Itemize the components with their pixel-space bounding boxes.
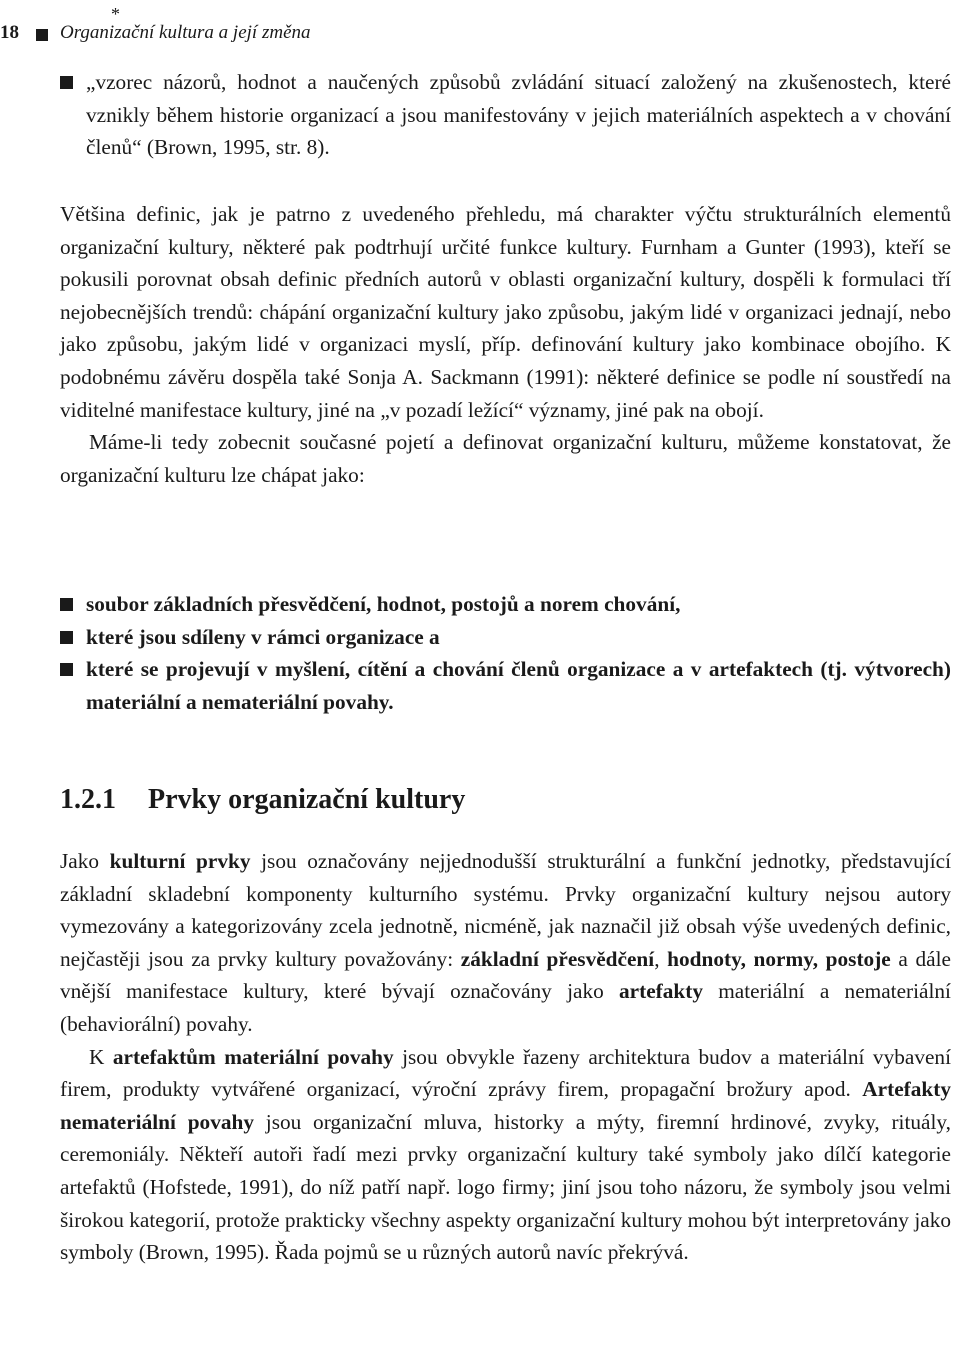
definition-item-text: které se projevují v myšlení, cítění a chování členů organizace a v artefaktech (tj. výtvorech) materiální a nemateriální povahy. xyxy=(86,657,951,714)
bold-term: hodnoty, normy, postoje xyxy=(667,946,891,971)
running-header xyxy=(0,4,960,48)
paragraph-3 xyxy=(60,845,951,1041)
star-mark: * xyxy=(111,4,120,24)
text-run: K xyxy=(89,1044,113,1069)
text-run: jsou obvykle řazeny architektura budov a materiální vybavení firem, produkty vytvářené organizací, výroční zprávy firem, propagační brožury apod. xyxy=(60,1044,951,1102)
definition-item xyxy=(60,621,951,654)
section-title: Prvky organizační kultury xyxy=(148,784,466,815)
header-square-bullet-icon xyxy=(36,29,48,41)
square-bullet-icon xyxy=(60,631,73,644)
definition-item xyxy=(60,588,951,621)
text-run: , xyxy=(654,946,668,971)
bold-term: základní přesvědčení xyxy=(460,946,655,971)
definition-item-text: soubor základních přesvědčení, hodnot, postojů a norem chování, xyxy=(86,592,681,616)
section-body xyxy=(60,845,951,1269)
text-run: materiální a nemateriální (behaviorální) povahy. xyxy=(60,979,951,1036)
definition-item xyxy=(60,653,951,718)
text-run: a dále vnější manifestace kultury, které bývají označovány jako xyxy=(60,946,951,1004)
page-number: 18 xyxy=(0,22,19,43)
bold-term: kulturní prvky xyxy=(109,849,251,873)
section-number: 1.2.1 xyxy=(60,784,116,815)
paragraph-2: Máme-li tedy zobecnit současné pojetí a definovat organizační kulturu, můžeme konstatovat, že organizační kulturu lze chápat jako: xyxy=(60,430,951,487)
running-title: Organizační kultura a její změna xyxy=(60,22,311,43)
square-bullet-icon xyxy=(60,76,73,89)
text-run: jsou označovány nejjednodušší strukturální a funkční jednotky, představující základní skladební komponenty kulturního systému. Prvky organizační kultury nejsou autory vymezovány a kategorizovány zcela jednotně, nicméně, jak naznačil již obsah výše uvedených definic, nejčastěji jsou za prvky kultury považovány: xyxy=(60,849,951,971)
bold-term: Artefakty nemateriální povahy xyxy=(60,1077,951,1134)
paragraph-1: Většina definic, jak je patrno z uvedeného přehledu, má charakter výčtu strukturálních elementů organizační kultury, některé pak podtrhují určité funkce kultury. Furnham a Gunter (1993), kteří se pokusili porovnat obsah definic předních autorů v oblasti organizační kultury, dospěli k formulaci tří nejobecnějších trendů: chápání organizační kultury jako způsobu, jakým lidé v organizaci jednají, nebo jako způsobu, jakým lidé v organizaci myslí, příp. definování kultury jako kombinace obojího. K podobnému závěru dospěla také Sonja A. Sackmann (1991): některé definice se podle ní soustředí na viditelné manifestace kultury, jiné na „v pozadí ležící“ významy, jiné pak na obojí. xyxy=(60,202,951,422)
paragraph-4 xyxy=(60,1041,951,1269)
definition-item-text: které jsou sdíleny v rámci organizace a xyxy=(86,624,440,649)
text-run: jsou organizační mluva, historky a mýty, firemní hrdinové, zvyky, rituály, ceremoniály. Někteří autoři řadí mezi prvky organizační kultury také symboly jako dílčí kategorie artefaktů (Hofstede, 1991), do níž patří např. logo firmy; jiní jsou toho názoru, že symboly jsou velmi širokou kategorií, protože prakticky všechny aspekty organizační kultury mohou být interpretovány jako symboly (Brown, 1995). Řada pojmů se u různých autorů navíc překrývá. xyxy=(60,1109,951,1265)
definition-list xyxy=(60,588,951,718)
quote-text: „vzorec názorů, hodnot a naučených způsobů zvládání situací založený na zkušenostech, které vznikly během historie organizací a jsou manifestovány v jejich materiálních aspektech a v chování členů“ (Brown, 1995, str. 8). xyxy=(86,70,951,160)
square-bullet-icon xyxy=(60,598,73,611)
paragraph-definitions xyxy=(60,198,951,491)
text-run: Jako xyxy=(60,849,110,873)
bold-term: artefakty xyxy=(619,979,703,1004)
quote-bullet-list xyxy=(60,66,951,164)
square-bullet-icon xyxy=(60,663,73,676)
bold-term: artefaktům materiální povahy xyxy=(112,1044,394,1069)
section-heading xyxy=(60,784,465,816)
quote-bullet xyxy=(60,66,951,164)
